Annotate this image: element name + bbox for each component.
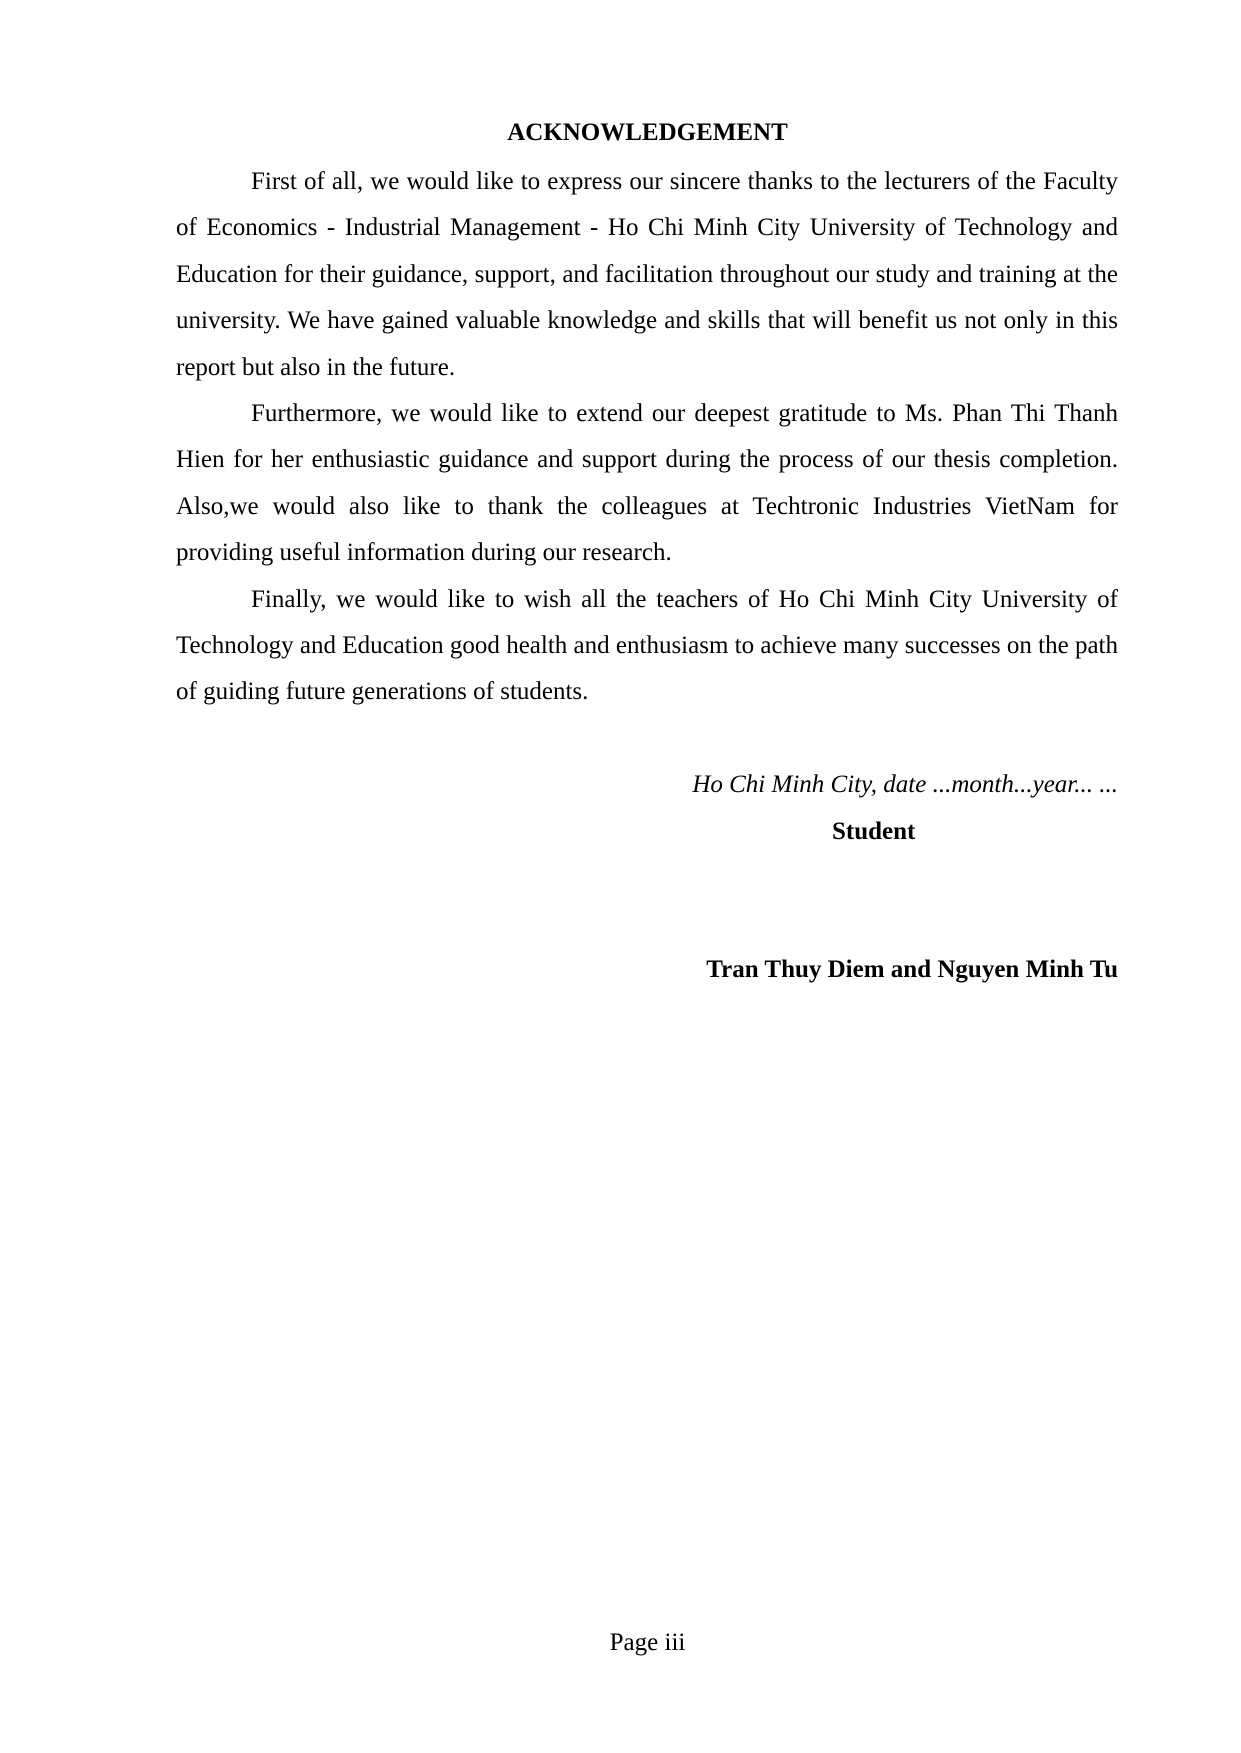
page-title: ACKNOWLEDGEMENT xyxy=(507,119,788,146)
paragraph-thanks-lecturers: First of all, we would like to express our sincere thanks to the lecturers of the Faculty of Economics - Industrial Management - Ho Chi Minh City University of Technology and Education for their guidance, support, and facilitation throughout our study and training at the university. We have gained valuable knowledge and skills that will benefit us not only in this report but also in the future. xyxy=(176,168,1118,381)
acknowledgement-body xyxy=(176,159,1118,716)
paragraph-thanks-supervisor: Furthermore, we would like to extend our deepest gratitude to Ms. Phan Thi Thanh Hien for her enthusiastic guidance and support during the process of our thesis completion. Also,we would also like to thank the colleagues at Techtronic Industries VietNam for providing useful information during our research. xyxy=(176,400,1118,567)
signatory-role: Student xyxy=(832,818,916,845)
paragraph-closing-wishes: Finally, we would like to wish all the teachers of Ho Chi Minh City University of Technology and Education good health and enthusiasm to achieve many successes on the path of guiding future generations of students. xyxy=(176,585,1118,706)
signatory-names: Tran Thuy Diem and Nguyen Minh Tu xyxy=(706,956,1118,983)
date-line: Ho Chi Minh City, date ...month...year... ... xyxy=(692,771,1118,798)
page-number: Page iii xyxy=(609,1629,686,1656)
